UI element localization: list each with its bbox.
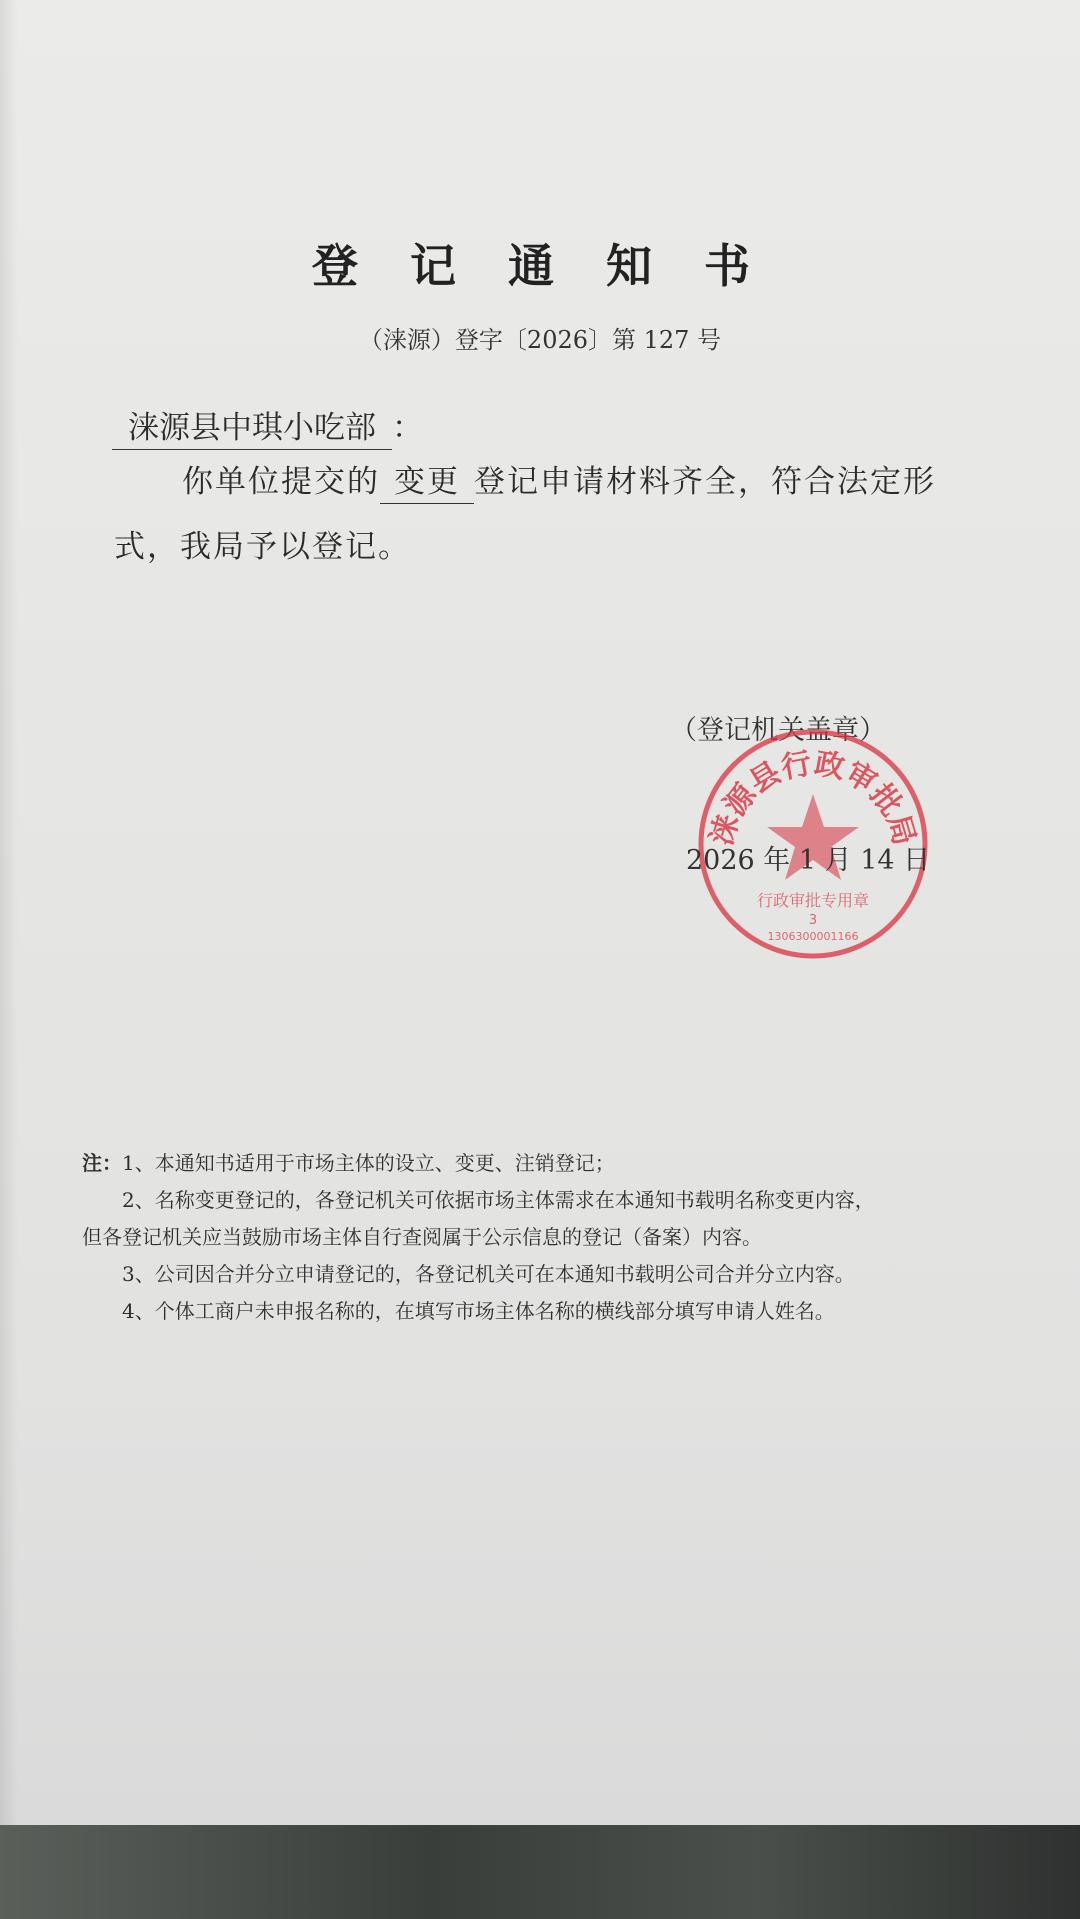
note-item: 2、名称变更登记的，各登记机关可依据市场主体需求在本通知书载明名称变更内容，	[122, 1188, 875, 1212]
seal-note: （登记机关盖章）	[670, 715, 886, 746]
addressee-name: 涞源县中琪小吃部	[112, 402, 392, 450]
body-prefix: 你单位提交的	[182, 464, 380, 500]
stamp-text-top: 涞源县行政审批局	[704, 746, 922, 850]
addressee-suffix: ：	[392, 410, 423, 446]
stamp-text-bottom: 行政审批专用章	[756, 891, 870, 910]
notes-label: 注：	[82, 1151, 122, 1175]
document-number: （涞源）登字〔2026〕第 127 号	[358, 326, 722, 354]
registration-type: 变更	[380, 456, 474, 504]
stamp-code: 1306300001166	[767, 930, 859, 943]
notes-section	[82, 1145, 875, 1330]
issue-date: 2026 年 1 月 14 日	[686, 845, 931, 876]
note-item: 注：1、本通知书适用于市场主体的设立、变更、注销登记；	[82, 1151, 615, 1175]
stamp-number: 3	[808, 913, 818, 928]
body-line-1	[182, 456, 936, 504]
addressee-line	[112, 402, 423, 450]
note-item: 3、公司因合并分立申请登记的，各登记机关可在本通知书载明公司合并分立内容。	[122, 1262, 855, 1286]
note-item: 4、个体工商户未申报名称的，在填写市场主体名称的横线部分填写申请人姓名。	[122, 1299, 835, 1323]
note-item: 但各登记机关应当鼓励市场主体自行查阅属于公示信息的登记（备案）内容。	[82, 1225, 762, 1249]
body-line-2: 式，我局予以登记。	[114, 529, 411, 565]
body-line1-suffix: 登记申请材料齐全，符合法定形	[474, 464, 936, 500]
document-title: 登 记 通 知 书	[311, 239, 769, 293]
background-surface	[0, 1825, 1080, 1919]
